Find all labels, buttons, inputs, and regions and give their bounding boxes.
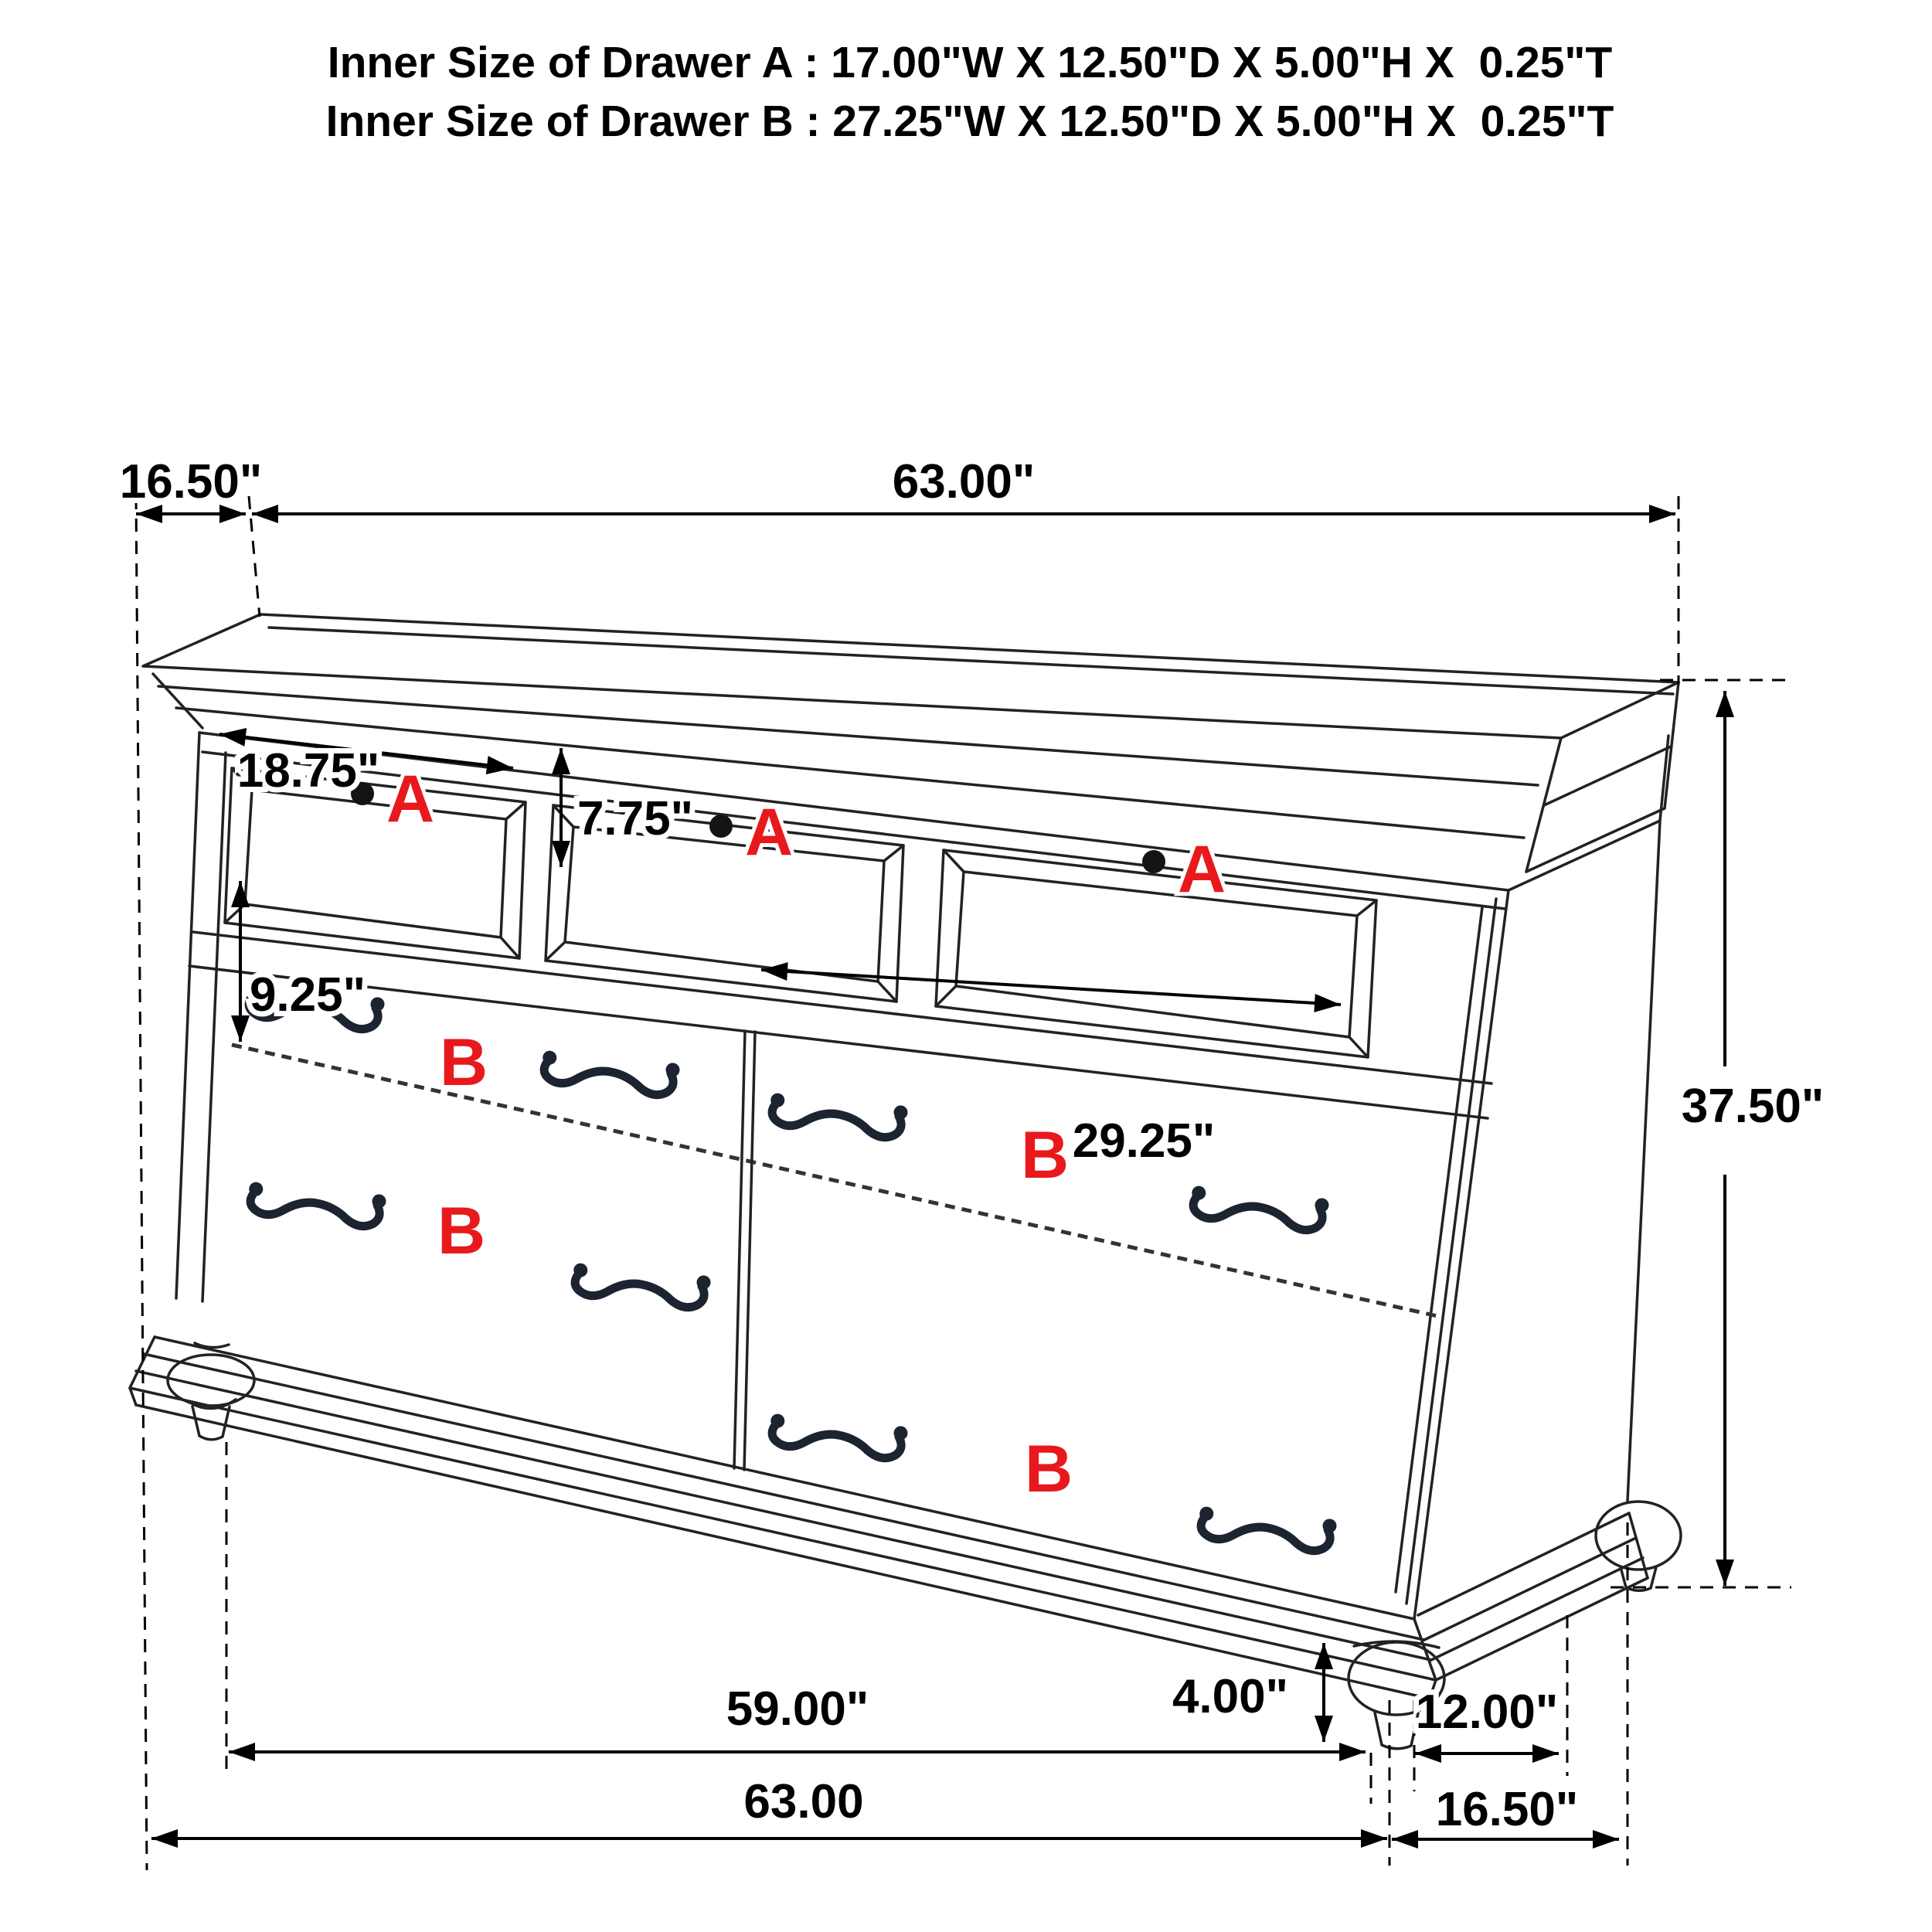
label-drawer-a3: A	[1177, 832, 1226, 906]
knob-icon	[1142, 850, 1165, 873]
dim-bottom-depth	[1392, 1783, 1619, 1839]
drawer-b-panel	[155, 932, 1492, 1619]
dim-top-depth	[120, 455, 263, 514]
dim-label-bottom-width: 63.00	[743, 1775, 864, 1828]
label-drawer-a2: A	[744, 795, 794, 869]
dim-label-overall-height: 37.50"	[1681, 1080, 1825, 1133]
knob-icon	[709, 815, 733, 838]
title-block	[326, 38, 1614, 146]
title-line-2: Inner Size of Drawer B : 27.25"W X 12.50"D X 5.00"H X 0.25"T	[325, 97, 1614, 146]
label-drawer-a1: A	[386, 762, 435, 836]
dim-label-drawer-b-height: 9.25"	[249, 968, 366, 1022]
dim-label-leg-height: 4.00"	[1172, 1670, 1289, 1723]
label-drawer-b1: B	[439, 1026, 488, 1100]
dim-label-top-width: 63.00"	[892, 455, 1036, 509]
dim-label-drawer-a-width: 18.75"	[236, 744, 380, 798]
label-drawer-b3: B	[437, 1194, 486, 1268]
dimension-annotations	[120, 455, 1825, 1839]
dim-label-side-leg-span: 12.00"	[1415, 1685, 1559, 1739]
dim-bottom-width	[151, 1775, 1387, 1838]
dresser-case-frame	[176, 733, 1668, 1619]
label-drawer-b2: B	[1020, 1118, 1070, 1192]
dim-drawer-a-height	[561, 748, 693, 867]
title-line-1: Inner Size of Drawer A : 17.00"W X 12.50"D X 5.00"H X 0.25"T	[327, 38, 1613, 87]
dim-label-front-leg-span: 59.00"	[726, 1682, 869, 1736]
dim-label-bottom-depth: 16.50"	[1435, 1783, 1579, 1836]
dim-overall-height	[1682, 691, 1825, 1586]
dim-label-drawer-b-width: 29.25"	[1072, 1114, 1216, 1168]
dim-label-drawer-a-height: 7.75"	[577, 792, 694, 845]
label-drawer-b4: B	[1024, 1432, 1073, 1506]
dim-top-width	[252, 455, 1675, 514]
dim-label-top-depth: 16.50"	[119, 455, 263, 509]
dim-side-leg-span	[1415, 1685, 1559, 1753]
drawer-gap-line	[232, 1045, 1437, 1316]
